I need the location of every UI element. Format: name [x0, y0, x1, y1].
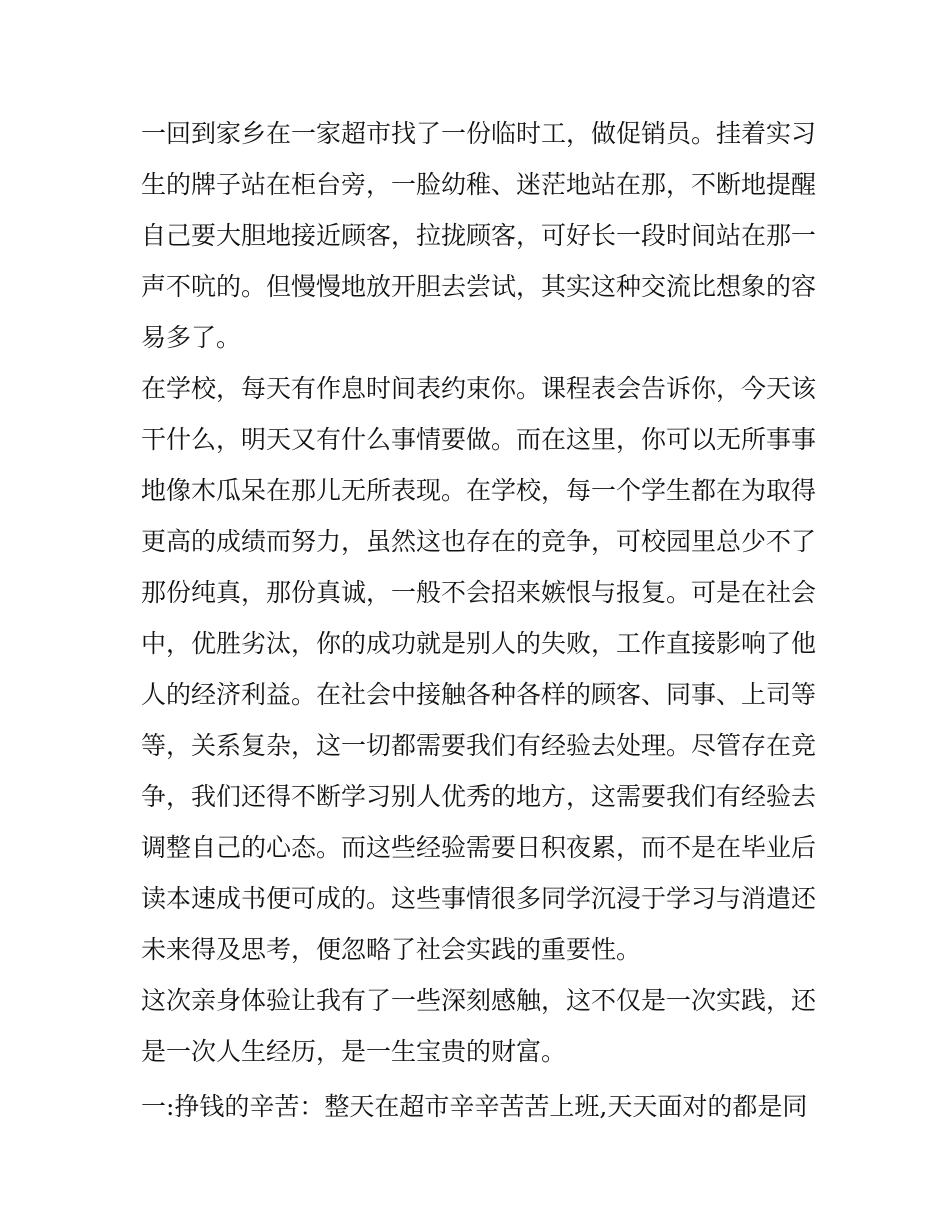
document-body — [141, 108, 821, 1132]
text-line: 干什么，明天又有什么事情要做。而在这里，你可以无所事事 — [141, 425, 817, 454]
text-line: 自己要大胆地接近顾客，拉拢顾客，可好长一段时间站在那一 — [141, 221, 817, 250]
text-line: 读本速成书便可成的。这些事情很多同学沉浸于学习与消遣还 — [141, 884, 817, 913]
text-line: 在学校，每天有作息时间表约束你。课程表会告诉你，今天该 — [141, 374, 817, 403]
paragraph-3 — [141, 975, 821, 1077]
text-line: 那份纯真，那份真诚，一般不会招来嫉恨与报复。可是在社会 — [141, 578, 817, 607]
text-line: 一:挣钱的辛苦：整天在超市辛辛苦苦上班,天天面对的都是同 — [141, 1092, 808, 1121]
text-line: 中，优胜劣汰，你的成功就是别人的失败，工作直接影响了他 — [141, 629, 817, 658]
text-line: 更高的成绩而努力，虽然这也存在的竞争，可校园里总少不了 — [141, 527, 817, 556]
text-line: 生的牌子站在柜台旁，一脸幼稚、迷茫地站在那，不断地提醒 — [141, 170, 817, 199]
text-line: 未来得及思考，便忽略了社会实践的重要性。 — [141, 935, 642, 964]
paragraph-1 — [141, 108, 821, 363]
paragraph-2 — [141, 363, 821, 975]
text-line: 易多了。 — [141, 323, 242, 352]
paragraph-4 — [141, 1081, 821, 1132]
text-line: 一回到家乡在一家超市找了一份临时工，做促销员。挂着实习 — [141, 119, 817, 148]
text-line: 是一次人生经历，是一生宝贵的财富。 — [141, 1037, 567, 1066]
text-line: 人的经济利益。在社会中接触各种各样的顾客、同事、上司等 — [141, 680, 817, 709]
text-line: 声不吭的。但慢慢地放开胆去尝试，其实这种交流比想象的容 — [141, 272, 817, 301]
text-line: 这次亲身体验让我有了一些深刻感触，这不仅是一次实践，还 — [141, 986, 817, 1015]
text-line: 调整自己的心态。而这些经验需要日积夜累，而不是在毕业后 — [141, 833, 817, 862]
text-line: 争，我们还得不断学习别人优秀的地方，这需要我们有经验去 — [141, 782, 817, 811]
text-line: 等，关系复杂，这一切都需要我们有经验去处理。尽管存在竞 — [141, 731, 817, 760]
text-line: 地像木瓜呆在那儿无所表现。在学校，每一个学生都在为取得 — [141, 476, 817, 505]
